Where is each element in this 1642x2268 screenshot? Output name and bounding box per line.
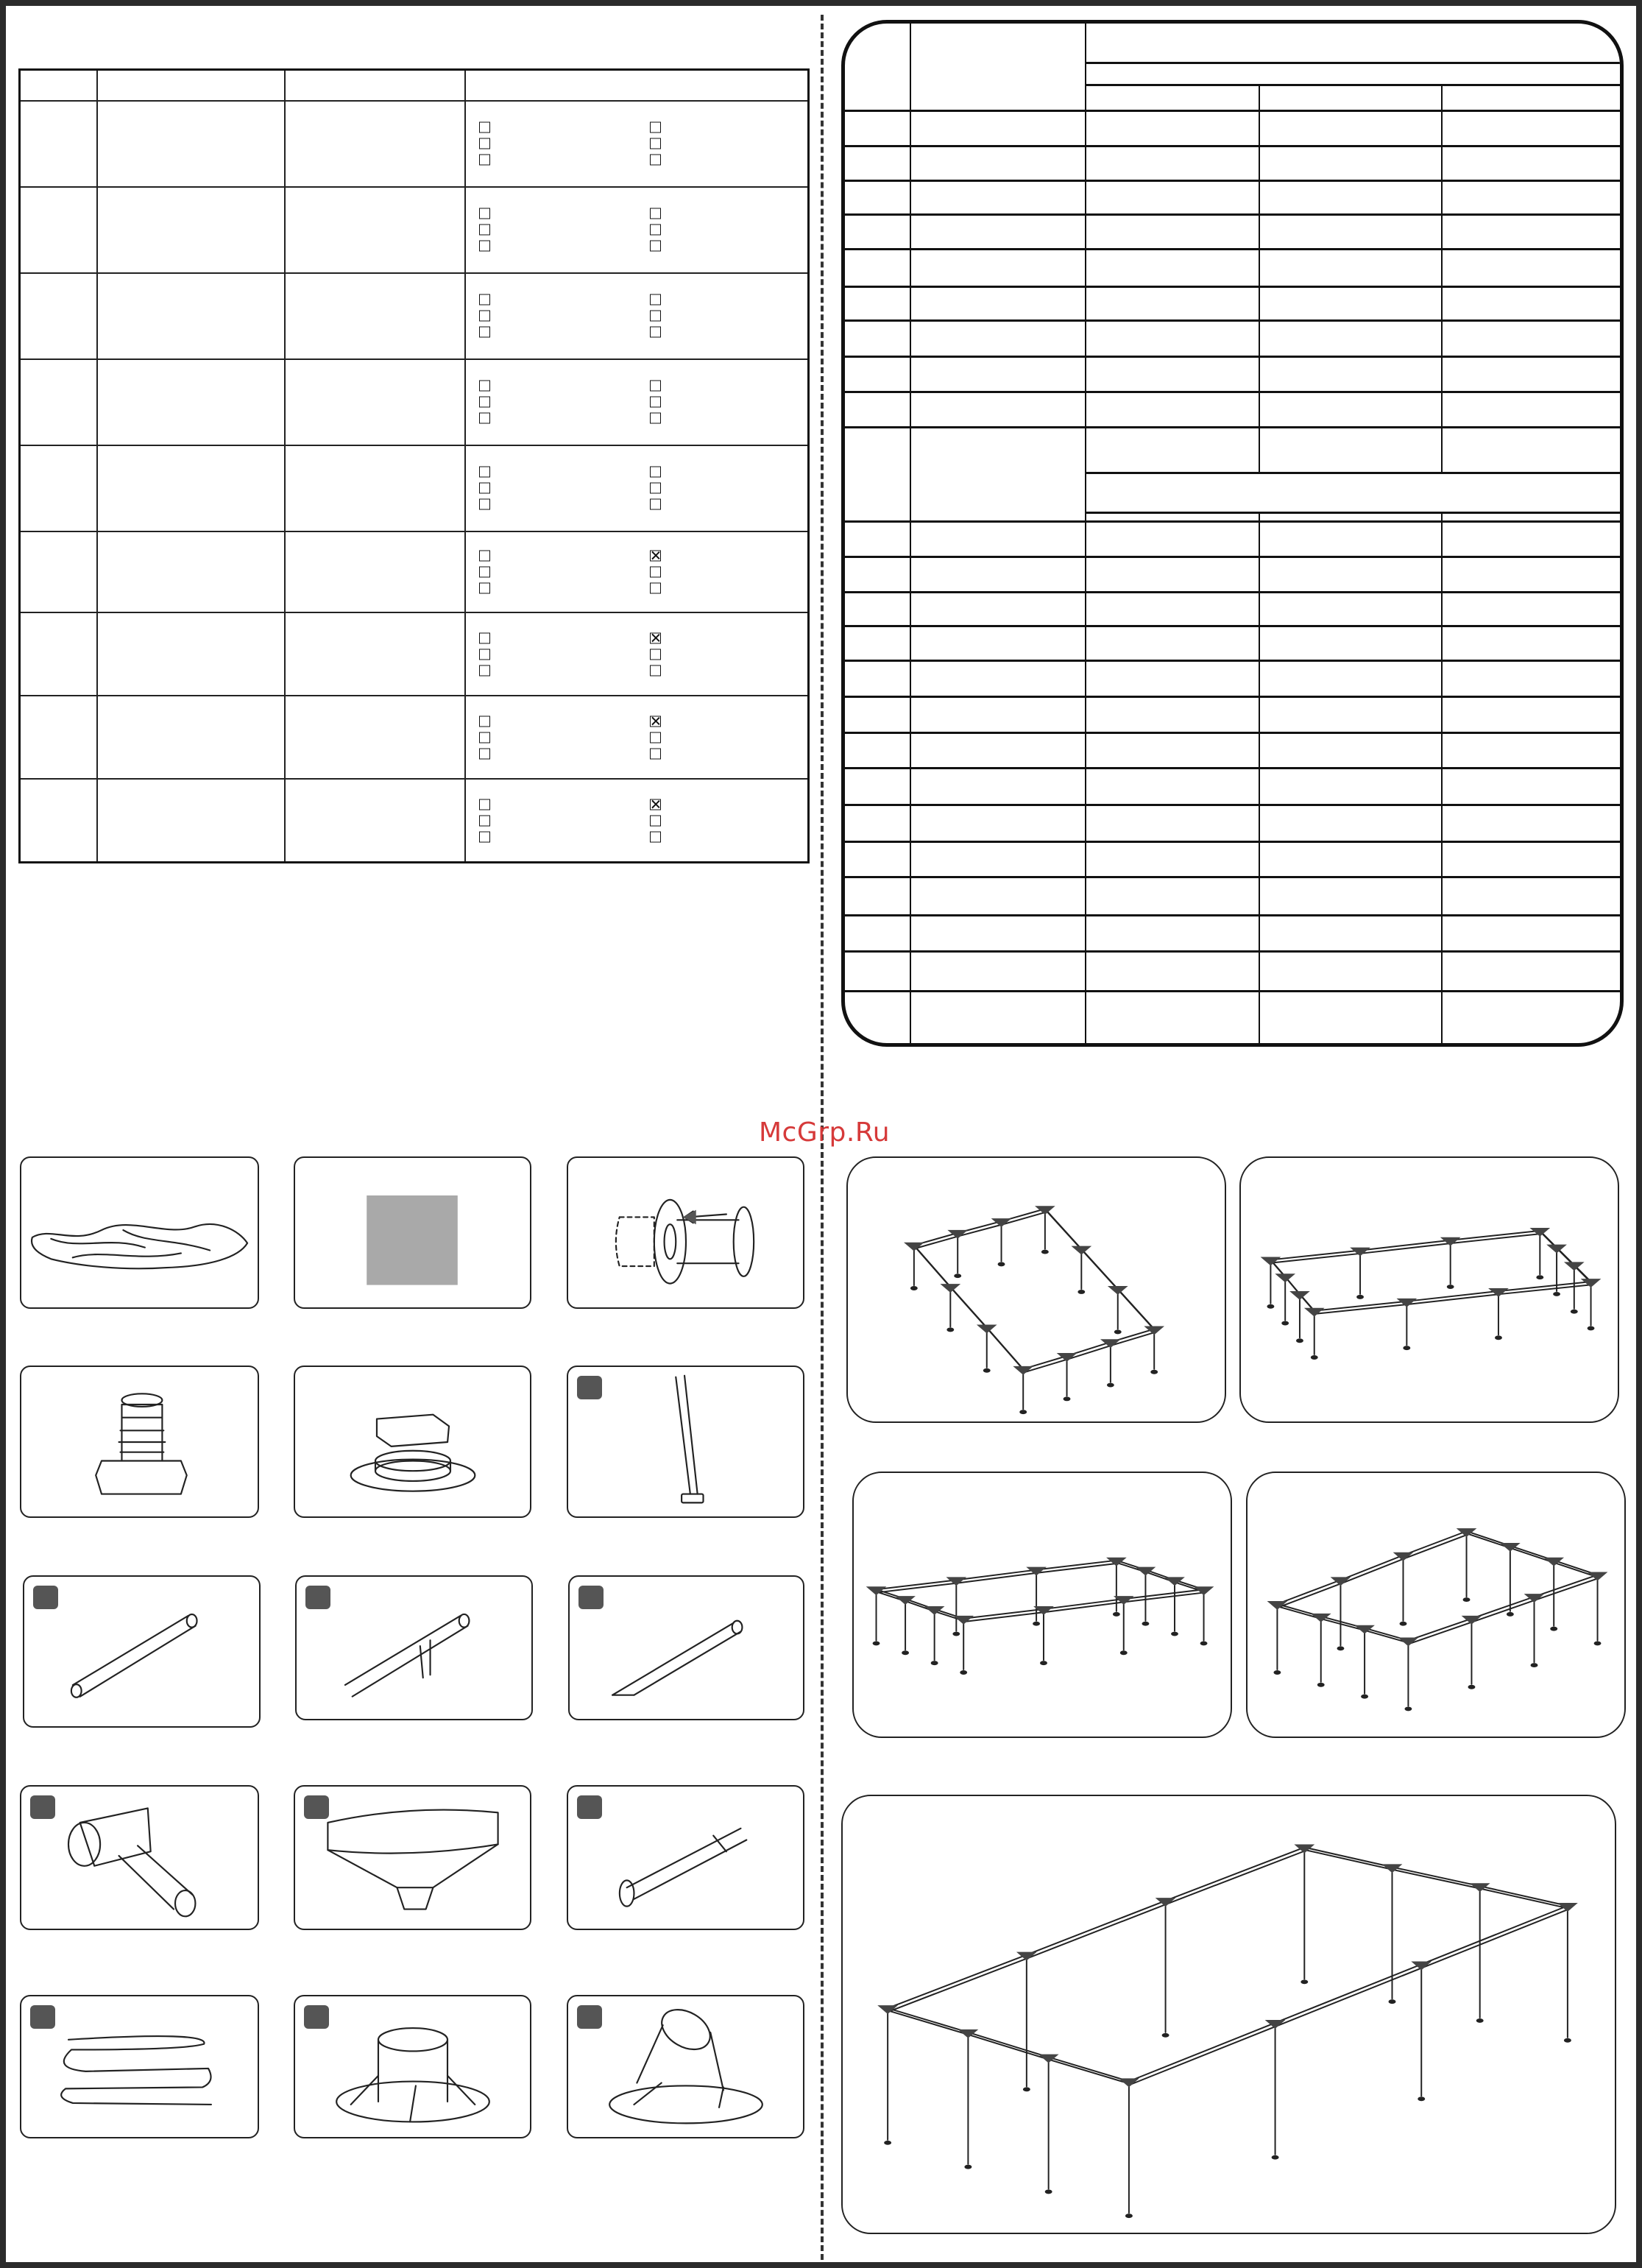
- table-rule: [845, 248, 1620, 250]
- checkbox[interactable]: [479, 815, 490, 826]
- part-letter-tag: [304, 2005, 329, 2029]
- table-rule: [845, 145, 1620, 147]
- header-cell: [465, 70, 809, 101]
- joint-pin-icon: [568, 1787, 803, 1929]
- table-cell: [465, 273, 809, 359]
- table-cell: [20, 779, 97, 862]
- table-cell: [97, 359, 285, 445]
- table-cell: [97, 779, 285, 862]
- table-cell: [285, 187, 465, 273]
- checkbox-column: [479, 799, 490, 842]
- checkbox[interactable]: [650, 138, 661, 149]
- table-cell: [285, 101, 465, 187]
- checked-box[interactable]: [650, 551, 661, 562]
- part-letter-tag: [577, 1376, 602, 1399]
- table-cell: [465, 779, 809, 862]
- checkbox[interactable]: [479, 665, 490, 676]
- part-card: [295, 1575, 533, 1720]
- table-rule: [1085, 472, 1620, 474]
- pool-cover-icon: [21, 1158, 258, 1307]
- drain-valve-icon: [21, 1367, 258, 1516]
- checkbox[interactable]: [650, 467, 661, 478]
- leg-cap-icon: [295, 1996, 530, 2137]
- table-cell: [20, 359, 97, 445]
- table-column-rule: [1259, 84, 1260, 1043]
- table-cell: [465, 101, 809, 187]
- checked-box[interactable]: [650, 632, 661, 643]
- checkbox[interactable]: [479, 381, 490, 392]
- checkbox[interactable]: [479, 241, 490, 252]
- table-cell: [20, 445, 97, 531]
- table-rule: [845, 520, 1620, 523]
- table-rule: [845, 286, 1620, 288]
- checkbox[interactable]: [650, 649, 661, 660]
- checkbox[interactable]: [479, 716, 490, 727]
- table-row: [20, 612, 809, 696]
- checkbox[interactable]: [479, 831, 490, 842]
- table-rule: [845, 950, 1620, 953]
- checkbox[interactable]: [479, 799, 490, 810]
- table-row: [20, 101, 809, 187]
- table-row: [20, 187, 809, 273]
- checked-box[interactable]: [650, 716, 661, 727]
- checkbox[interactable]: [650, 327, 661, 338]
- checkbox[interactable]: [650, 665, 661, 676]
- checkbox[interactable]: [650, 567, 661, 578]
- table-rule: [845, 841, 1620, 843]
- table-column-rule: [1085, 24, 1086, 1043]
- frame-assembly-4-icon: [1248, 1473, 1624, 1737]
- table-cell: [97, 612, 285, 696]
- checkbox[interactable]: [479, 397, 490, 408]
- frame-assembly-2-icon: [1241, 1158, 1618, 1421]
- part-letter-tag: [304, 1795, 329, 1819]
- table-cell: [285, 359, 465, 445]
- table-rule: [845, 804, 1620, 806]
- checkbox-column: [479, 381, 490, 424]
- table-rule: [845, 110, 1620, 112]
- checkbox[interactable]: [650, 831, 661, 842]
- checkbox-column: [479, 551, 490, 594]
- checkbox[interactable]: [479, 413, 490, 424]
- part-card: [23, 1575, 261, 1728]
- checkbox-column: [650, 208, 661, 252]
- checkbox-column: [650, 381, 661, 424]
- corner-joint-icon: [295, 1787, 530, 1929]
- checkbox[interactable]: [650, 732, 661, 743]
- table-cell: [97, 187, 285, 273]
- table-rule: [845, 732, 1620, 734]
- checkbox[interactable]: [650, 122, 661, 133]
- ground-cloth-icon: [295, 1158, 530, 1307]
- table-cell: [285, 612, 465, 696]
- header-cell: [97, 70, 285, 101]
- part-card: [20, 1156, 259, 1309]
- table-cell: [20, 273, 97, 359]
- checkbox[interactable]: [479, 649, 490, 660]
- table-rule: [845, 767, 1620, 769]
- checkbox-column: [650, 122, 661, 166]
- checkbox[interactable]: [479, 122, 490, 133]
- part-letter-tag: [577, 2005, 602, 2029]
- table-rule: [845, 914, 1620, 916]
- table-rule: [845, 625, 1620, 627]
- checkbox[interactable]: [479, 551, 490, 562]
- table-rule: [845, 696, 1620, 698]
- part-letter-tag: [30, 1795, 55, 1819]
- table-rule: [845, 213, 1620, 216]
- part-card: [20, 1785, 259, 1930]
- frame-assembly-panel: [846, 1156, 1226, 1423]
- table-cell: [285, 696, 465, 779]
- part-letter-tag: [33, 1586, 58, 1609]
- table-cell: [97, 273, 285, 359]
- checkbox[interactable]: [479, 748, 490, 759]
- checkbox-column: [479, 122, 490, 166]
- checkbox[interactable]: [479, 294, 490, 305]
- angled-leg-cap-icon: [568, 1996, 803, 2137]
- checkbox[interactable]: [479, 499, 490, 510]
- table-cell: [465, 445, 809, 531]
- table-rule: [845, 319, 1620, 322]
- checkbox[interactable]: [650, 208, 661, 219]
- frame-assembly-panel: [1239, 1156, 1619, 1423]
- checkbox[interactable]: [650, 815, 661, 826]
- part-letter-tag: [578, 1586, 604, 1609]
- table-rule: [845, 660, 1620, 662]
- vertical-leg-icon: [568, 1367, 803, 1516]
- table-row: [20, 445, 809, 531]
- beam-icon: [24, 1577, 259, 1726]
- checkbox[interactable]: [479, 327, 490, 338]
- table-cell: [97, 445, 285, 531]
- plug-fitting-icon: [568, 1158, 803, 1307]
- checkbox[interactable]: [650, 311, 661, 322]
- parts-checklist-table: [18, 68, 810, 863]
- t-joint-icon: [21, 1787, 258, 1929]
- table-row: [20, 696, 809, 779]
- table-header-row: [20, 70, 809, 101]
- table-rule: [845, 426, 1620, 428]
- corner-beam-icon: [570, 1577, 803, 1719]
- header-cell: [20, 70, 97, 101]
- table-column-rule: [910, 24, 911, 1043]
- t-beam-icon: [297, 1577, 531, 1719]
- table-rule: [845, 591, 1620, 593]
- checkbox[interactable]: [479, 208, 490, 219]
- frame-assembly-5-icon: [843, 1796, 1615, 2233]
- table-row: [20, 531, 809, 612]
- checkbox-column: [650, 294, 661, 338]
- checkbox-column: [479, 632, 490, 676]
- header-cell: [285, 70, 465, 101]
- checkbox[interactable]: [650, 155, 661, 166]
- table-cell: [285, 779, 465, 862]
- part-card: [294, 1785, 531, 1930]
- frame-assembly-panel: [852, 1472, 1232, 1738]
- part-letter-tag: [30, 2005, 55, 2029]
- strainer-connector-icon: [295, 1367, 530, 1516]
- table-cell: [20, 187, 97, 273]
- checkbox[interactable]: [650, 583, 661, 594]
- checkbox[interactable]: [479, 583, 490, 594]
- frame-assembly-panel: [1246, 1472, 1626, 1738]
- span-header-mask: [1440, 474, 1444, 512]
- checkbox-column: [650, 716, 661, 759]
- pool-specification-table: [841, 20, 1624, 1047]
- table-column-rule: [1441, 84, 1443, 1043]
- table-cell: [465, 359, 809, 445]
- table-row: [20, 359, 809, 445]
- checkbox-column: [479, 716, 490, 759]
- part-letter-tag: [577, 1795, 602, 1819]
- checkbox-column: [479, 467, 490, 510]
- frame-assembly-3-icon: [854, 1473, 1231, 1737]
- part-letter-tag: [305, 1586, 330, 1609]
- checkbox[interactable]: [650, 397, 661, 408]
- checkbox-column: [650, 632, 661, 676]
- checkbox[interactable]: [479, 567, 490, 578]
- checkbox[interactable]: [650, 225, 661, 236]
- part-card: [20, 1366, 259, 1518]
- part-card: [567, 1156, 804, 1309]
- checkbox[interactable]: [479, 467, 490, 478]
- table-cell: [465, 187, 809, 273]
- table-cell: [465, 612, 809, 696]
- checkbox[interactable]: [479, 483, 490, 494]
- table-cell: [465, 696, 809, 779]
- frame-assembly-1-icon: [848, 1158, 1225, 1421]
- checkbox-column: [650, 551, 661, 594]
- table-cell: [97, 696, 285, 779]
- table-cell: [20, 612, 97, 696]
- checkbox-column: [650, 799, 661, 842]
- table-cell: [20, 531, 97, 612]
- part-card: [567, 1785, 804, 1930]
- table-rule: [1085, 84, 1620, 86]
- table-cell: [285, 531, 465, 612]
- table-rule: [1085, 62, 1620, 64]
- checkbox[interactable]: [479, 138, 490, 149]
- part-card: [294, 1156, 531, 1309]
- checkbox-column: [479, 294, 490, 338]
- checkbox-column: [650, 467, 661, 510]
- checkbox[interactable]: [479, 732, 490, 743]
- table-cell: [285, 273, 465, 359]
- checkbox[interactable]: [650, 748, 661, 759]
- table-rule: [1085, 512, 1620, 514]
- table-cell: [285, 445, 465, 531]
- checkbox-column: [479, 208, 490, 252]
- table-cell: [465, 531, 809, 612]
- table-rule: [845, 356, 1620, 358]
- table-cell: [20, 101, 97, 187]
- checked-box[interactable]: [650, 799, 661, 810]
- part-card: [567, 1995, 804, 2138]
- table-rule: [845, 556, 1620, 558]
- part-card: [294, 1366, 531, 1518]
- checkbox[interactable]: [479, 225, 490, 236]
- part-card: [568, 1575, 804, 1720]
- checkbox[interactable]: [479, 311, 490, 322]
- u-support-strap-icon: [21, 1996, 258, 2137]
- checkbox[interactable]: [650, 241, 661, 252]
- checkbox[interactable]: [650, 294, 661, 305]
- checkbox[interactable]: [650, 499, 661, 510]
- table-cell: [97, 531, 285, 612]
- table-cell: [20, 696, 97, 779]
- checkbox[interactable]: [650, 381, 661, 392]
- table-rule: [845, 876, 1620, 878]
- table-row: [20, 273, 809, 359]
- checkbox[interactable]: [479, 155, 490, 166]
- checkbox[interactable]: [650, 483, 661, 494]
- span-header-mask: [1257, 474, 1261, 512]
- part-card: [20, 1995, 259, 2138]
- table-rule: [845, 990, 1620, 992]
- watermark-text: McGrp.Ru: [758, 1117, 891, 1148]
- table-row: [20, 779, 809, 862]
- checkbox[interactable]: [479, 632, 490, 643]
- table-rule: [845, 180, 1620, 182]
- frame-assembly-panel: [841, 1795, 1616, 2234]
- part-card: [294, 1995, 531, 2138]
- table-rule: [845, 391, 1620, 393]
- part-card: [567, 1366, 804, 1518]
- table-cell: [97, 101, 285, 187]
- checkbox[interactable]: [650, 413, 661, 424]
